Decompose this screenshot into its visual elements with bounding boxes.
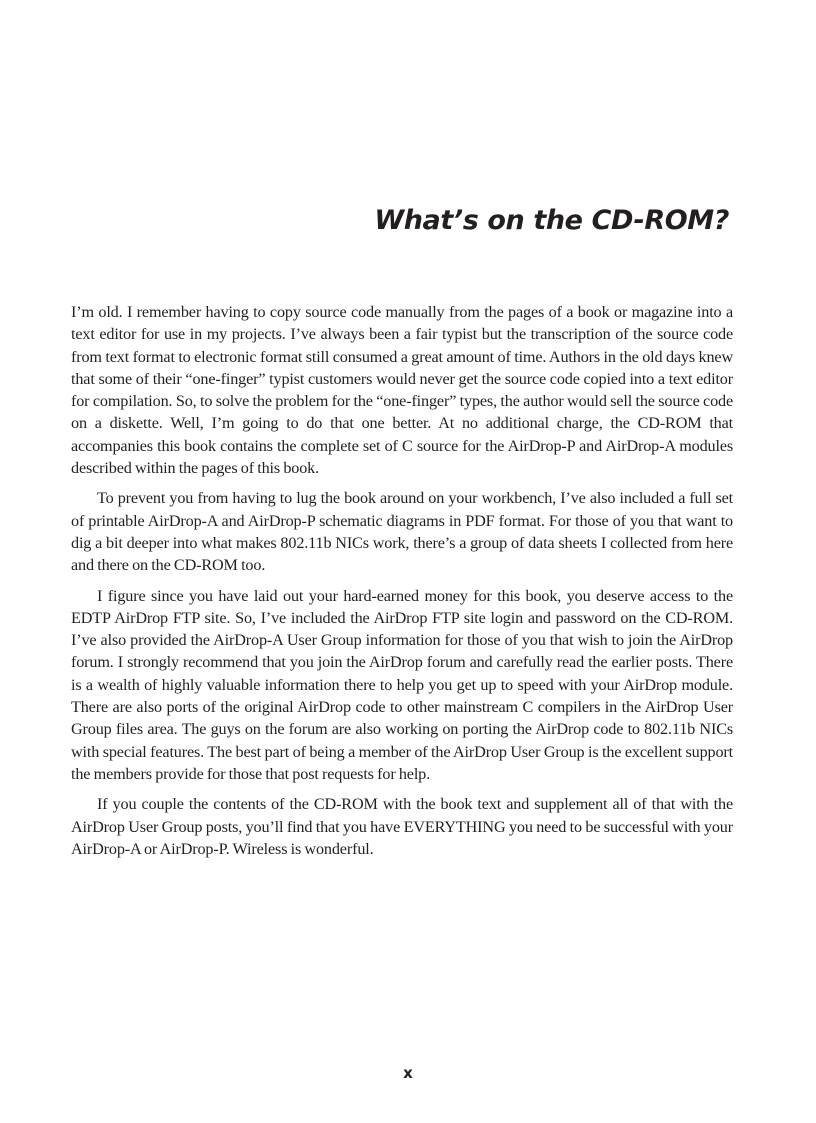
paragraph-4: If you couple the contents of the CD-ROM with the book text and supplement all of that with the AirDrop User Group posts, you’ll find that you have EVERYTHING you need to be successful with your AirDrop-A or AirDrop-P. Wireless is wonderful. [71,795,733,858]
body-text [71,301,733,868]
paragraph-1: I’m old. I remember having to copy source code manually from the pages of a book or magazine into a text editor for use in my projects. I’ve always been a fair typist but the transcription of the source code from text format to electronic format still consumed a great amount of time. Authors in the old days knew that some of their “one-finger” typist customers would never get the source code copied into a text editor for compilation. So, to solve the problem for the “one-finger” types, the author would sell the source code on a diskette. Well, I’m going to do that one better. At no additional charge, the CD-ROM that accompanies this book contains the complete set of C source for the AirDrop-P and AirDrop-A modules described within the pages of this book. [71,303,733,478]
paragraph-2: To prevent you from having to lug the book around on your workbench, I’ve also included a full set of printable AirDrop-A and AirDrop-P schematic diagrams in PDF format. For those of you that want to dig a bit deeper into what makes 802.11b NICs work, there’s a group of data sheets I collected from here and there on the CD-ROM too. [71,489,733,575]
page-number: x [403,1064,413,1082]
chapter-title: What’s on the CD-ROM? [374,205,729,236]
paragraph-3: I figure since you have laid out your hard-earned money for this book, you deserve access to the EDTP AirDrop FTP site. So, I’ve included the AirDrop FTP site login and password on the CD-ROM. I’ve also provided the AirDrop-A User Group information for those of you that wish to join the AirDrop forum. I strongly recommend that you join the AirDrop forum and carefully read the earlier posts. There is a wealth of highly valuable information there to help you get up to speed with your AirDrop module. There are also ports of the original AirDrop code to other mainstream C compilers in the AirDrop User Group files area. The guys on the forum are also working on porting the AirDrop code to 802.11b NICs with special features. The best part of being a member of the AirDrop User Group is the excellent support the members provide for those that post requests for help. [71,586,733,783]
